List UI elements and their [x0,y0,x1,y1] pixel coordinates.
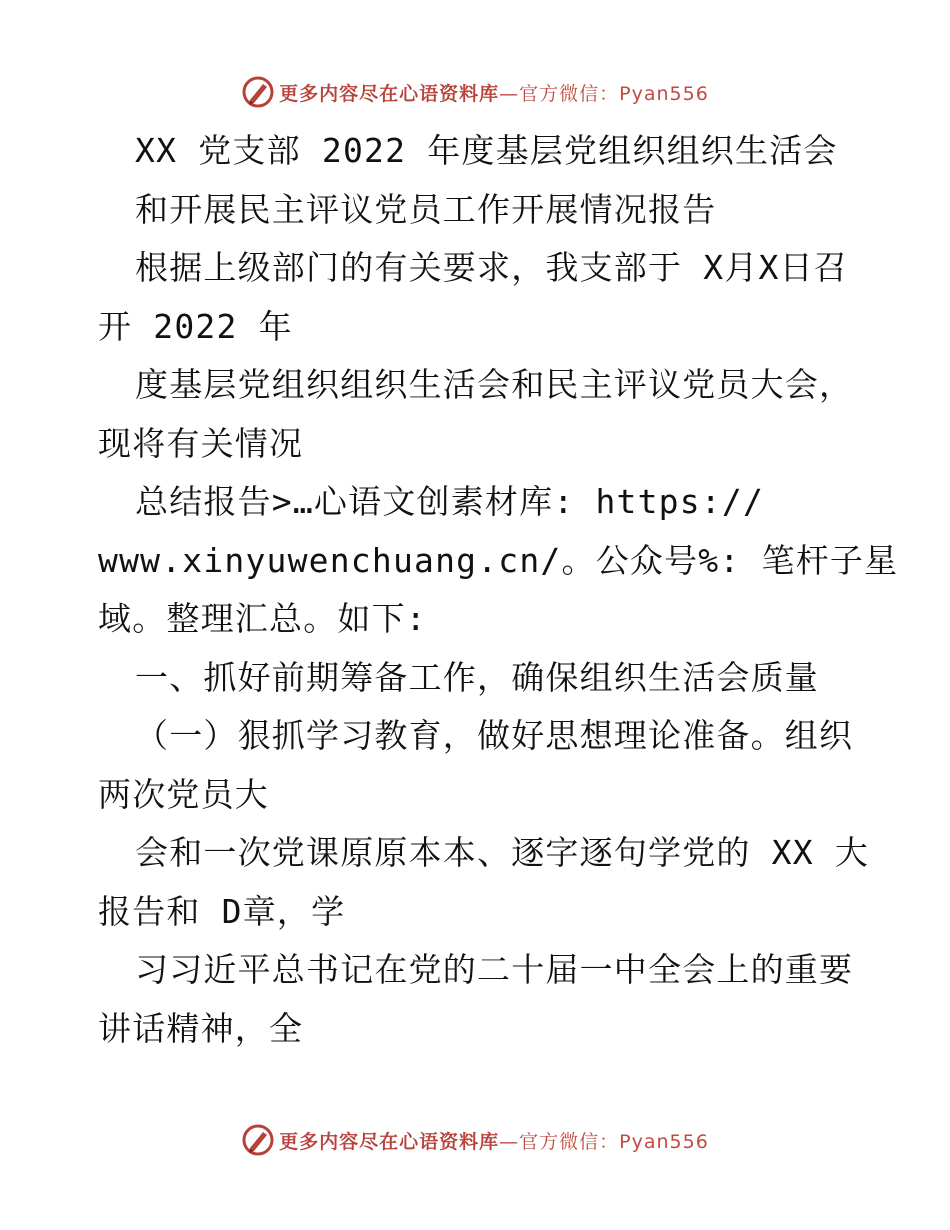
document-body [98,122,899,1058]
text-line: 两次党员大 [98,774,269,814]
watermark-text: 更多内容尽在心语资料库 [279,82,500,105]
watermark-banner-bottom [0,1120,950,1160]
text-line: 讲话精神，全 [98,1008,304,1048]
watermark-contact: —官方微信：Pyan556 [499,1130,709,1153]
text-line: 习习近平总书记在党的二十届一中全会上的重要 [135,950,854,989]
text-line: 和开展民主评议党员工作开展情况报告 [135,189,717,229]
watermark-contact: —官方微信：Pyan556 [499,82,709,105]
text-line: 度基层党组织组织生活会和民主评议党员大会， [135,365,854,404]
text-line: www.xinyuwenchuang.cn/。公众号%: 笔杆子星 [98,540,899,580]
text-line: 域。整理汇总。如下: [98,599,427,638]
pen-circle-icon [241,1123,275,1157]
text-line: XX 党支部 2022 年度基层党组织组织生活会 [135,131,838,170]
text-line: 开 2022 年 [98,306,293,346]
text-line: 会和一次党课原原本本、逐字逐句学党的 XX 大 [135,833,870,872]
text-line: 现将有关情况 [98,423,304,463]
watermark-text: 更多内容尽在心语资料库 [279,1130,500,1153]
text-line: 根据上级部门的有关要求，我支部于 X月X日召 [135,248,849,287]
text-line: 总结报告>…心语文创素材库: https:// [135,482,765,521]
watermark-banner-top [0,72,950,112]
pen-circle-icon [241,75,275,109]
text-line: （一）狠抓学习教育，做好思想理论准备。组织 [135,716,854,755]
text-line: 报告和 D章，学 [98,891,346,931]
text-line: 一、抓好前期筹备工作，确保组织生活会质量 [135,657,819,697]
